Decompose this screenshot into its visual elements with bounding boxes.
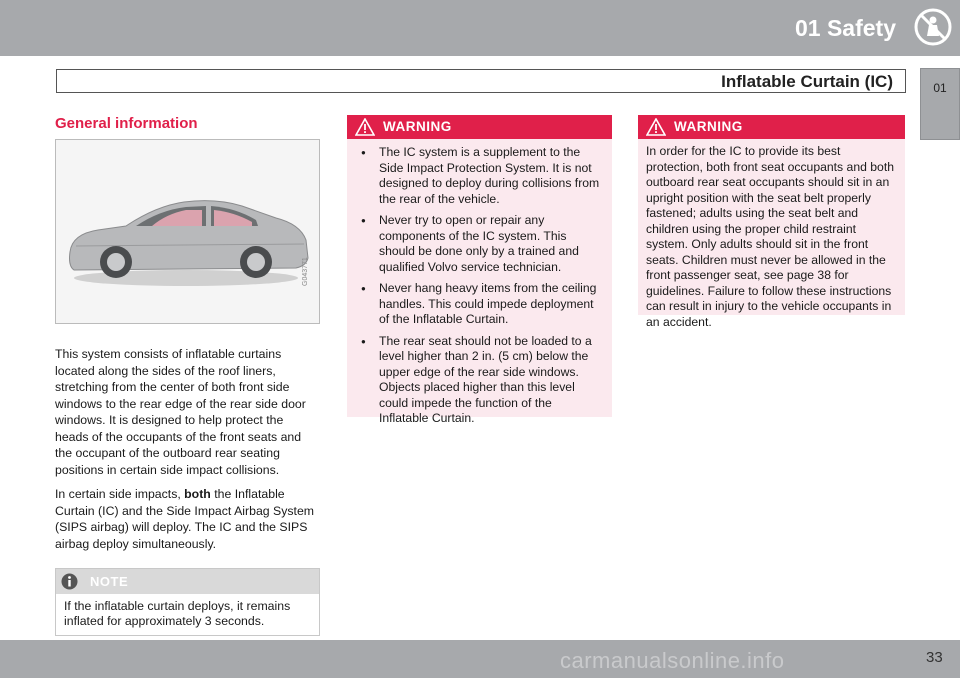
chapter-tab-label: 01 xyxy=(933,81,947,95)
no-child-seat-icon xyxy=(914,8,952,46)
note-title: NOTE xyxy=(90,574,129,589)
warning-item: ● The IC system is a supplement to the Side Impact Protection System. It is not designed to deploy during collisions from the rear of the vehicle. xyxy=(355,145,604,207)
paragraph-1: This system consists of inflatable curtains located along the sides of the roof liners, stretching from the center of both front side windows to the rear edge of the rear side door windows. It is designed to help protect the heads of the occupants of the front seats and the occupant of the outboard rear seating positions in certain side impact collisions. xyxy=(55,347,306,477)
car-side-view xyxy=(56,140,321,325)
page-number: 33 xyxy=(926,649,943,666)
car-illustration xyxy=(55,139,320,324)
note-header xyxy=(56,569,319,594)
right-margin xyxy=(920,56,960,678)
warning-box-2 xyxy=(638,115,905,329)
warning-item: ● Never try to open or repair any components of the IC system. This should be done only by a trained and qualified Volvo service technician. xyxy=(355,213,604,275)
warning-header-2 xyxy=(638,115,905,139)
warning-item: ● Never hang heavy items from the ceiling handles. This could impede deployment of the Inflatable Curtain. xyxy=(355,281,604,328)
note-box xyxy=(55,568,320,636)
chapter-tab[interactable] xyxy=(920,68,960,140)
paragraph-2-end: the Inflatable Curtain (IC) and the Side Impact Airbag System (SIPS airbag) will deploy. The IC and the SIPS airbag deploy simultaneously. xyxy=(55,487,315,551)
section-title: Inflatable Curtain (IC) xyxy=(721,72,893,91)
page-number-box xyxy=(904,640,960,678)
column-general-information xyxy=(55,115,320,636)
warning-list xyxy=(347,139,612,441)
section-header xyxy=(56,69,906,93)
figure-code: G043771 xyxy=(302,257,309,286)
bottom-band xyxy=(0,640,960,678)
watermark: carmanualsonline.info xyxy=(560,648,785,673)
info-icon xyxy=(61,573,78,590)
warning-header-1 xyxy=(347,115,612,139)
section-heading: General information xyxy=(55,115,198,132)
warning-title-1: WARNING xyxy=(383,119,452,134)
paragraph-2-start: In certain side impacts, xyxy=(55,487,185,501)
warning-triangle-icon xyxy=(355,118,375,136)
warning-item: ● The rear seat should not be loaded to a level higher than 2 in. (5 cm) below the upper edge of the rear side windows. Objects placed higher than this level could impede the function of the Inflatable Curtain. xyxy=(355,334,604,427)
note-text: If the inflatable curtain deploys, it remains inflated for approximately 3 seconds. xyxy=(56,594,319,635)
warning-triangle-icon xyxy=(646,118,666,136)
warning-title-2: WARNING xyxy=(674,119,743,134)
warning-box-1 xyxy=(347,115,612,425)
paragraph-2-bold: both xyxy=(184,487,211,501)
chapter-icon-box xyxy=(904,0,960,56)
chapter-title: 01 Safety xyxy=(794,15,896,41)
paragraph-2 xyxy=(55,486,320,552)
warning-text-2: In order for the IC to provide its best protection, both front seat occupants and both outboard rear seat occupants should sit in an upright position with the seat belt properly fastened; adults using the seat belt and children using the proper child restraint system. Only adults should sit in the front seats. Children must never be allowed in the front passenger seat, see page 38 for guidelines. Failure to follow these instructions can result in injury to the vehicle occupants in an accident. xyxy=(646,144,894,329)
